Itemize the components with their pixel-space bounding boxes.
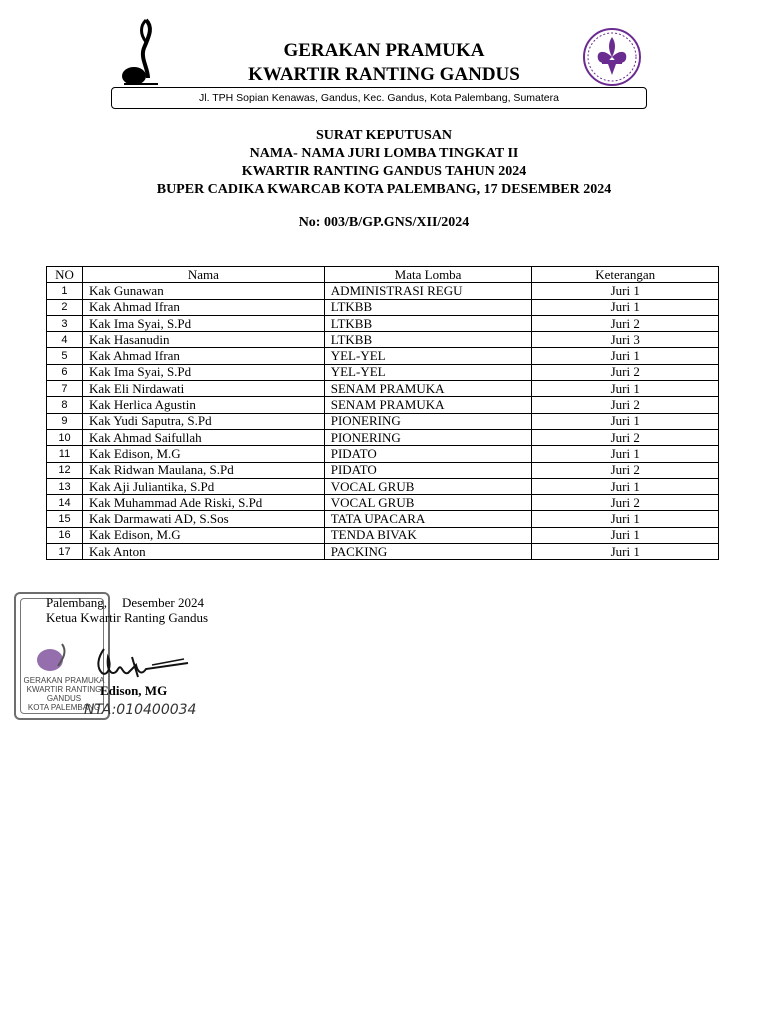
stamp-line-3: GANDUS <box>46 694 82 703</box>
table-row <box>47 544 719 560</box>
table-row <box>47 299 719 315</box>
row-keterangan: Juri 1 <box>532 446 719 462</box>
row-keterangan: Juri 2 <box>532 397 719 413</box>
row-nama: Kak Aji Juliantika, S.Pd <box>82 478 324 494</box>
row-mata-lomba: LTKBB <box>324 299 532 315</box>
row-number: 11 <box>47 446 83 462</box>
row-mata-lomba: VOCAL GRUB <box>324 495 532 511</box>
row-number: 16 <box>47 527 83 543</box>
row-nama: Kak Ima Syai, S.Pd <box>82 315 324 331</box>
row-number: 10 <box>47 429 83 445</box>
row-keterangan: Juri 1 <box>532 544 719 560</box>
row-number: 14 <box>47 495 83 511</box>
row-keterangan: Juri 2 <box>532 315 719 331</box>
row-keterangan: Juri 1 <box>532 283 719 299</box>
row-mata-lomba: YEL-YEL <box>324 364 532 380</box>
doc-title: SURAT KEPUTUSAN <box>315 128 452 143</box>
doc-subtitle-2: KWARTIR RANTING GANDUS TAHUN 2024 <box>241 164 527 179</box>
row-mata-lomba: PIONERING <box>324 413 532 429</box>
col-header-nama: Nama <box>82 267 324 283</box>
signer-name: Edison, MG <box>100 683 168 698</box>
row-number: 12 <box>47 462 83 478</box>
table-row <box>47 527 719 543</box>
stamp-emblem-icon <box>34 640 70 674</box>
table-row <box>47 332 719 348</box>
row-nama: Kak Yudi Saputra, S.Pd <box>82 413 324 429</box>
row-keterangan: Juri 2 <box>532 364 719 380</box>
table-row <box>47 429 719 445</box>
row-number: 3 <box>47 315 83 331</box>
table-row <box>47 364 719 380</box>
row-mata-lomba: ADMINISTRASI REGU <box>324 283 532 299</box>
table-row <box>47 446 719 462</box>
row-keterangan: Juri 1 <box>532 348 719 364</box>
stamp-line-2: KWARTIR RANTING <box>26 685 102 694</box>
stamp-line-1: GERAKAN PRAMUKA <box>23 676 105 685</box>
table-row <box>47 381 719 397</box>
row-number: 7 <box>47 381 83 397</box>
row-number: 13 <box>47 478 83 494</box>
row-mata-lomba: PIDATO <box>324 446 532 462</box>
sign-place: Palembang, <box>46 595 108 610</box>
row-number: 6 <box>47 364 83 380</box>
table-row <box>47 413 719 429</box>
row-number: 5 <box>47 348 83 364</box>
row-mata-lomba: VOCAL GRUB <box>324 478 532 494</box>
doc-number: No: 003/B/GP.GNS/XII/2024 <box>298 215 470 230</box>
row-nama: Kak Eli Nirdawati <box>82 381 324 397</box>
signer-nta: NTA:010400034 <box>84 702 197 718</box>
sign-role: Ketua Kwartir Ranting Gandus <box>46 610 209 625</box>
table-row <box>47 511 719 527</box>
address-text: Jl. TPH Sopian Kenawas, Gandus, Kec. Gandus, Kota Palembang, Sumatera <box>199 92 559 104</box>
doc-subtitle-3: BUPER CADIKA KWARCAB KOTA PALEMBANG, 17 DESEMBER 2024 <box>156 182 612 197</box>
table-row <box>47 348 719 364</box>
table-row <box>47 495 719 511</box>
row-keterangan: Juri 1 <box>532 478 719 494</box>
row-nama: Kak Ahmad Ifran <box>82 348 324 364</box>
row-keterangan: Juri 1 <box>532 511 719 527</box>
row-nama: Kak Herlica Agustin <box>82 397 324 413</box>
row-keterangan: Juri 3 <box>532 332 719 348</box>
row-keterangan: Juri 1 <box>532 299 719 315</box>
row-keterangan: Juri 2 <box>532 495 719 511</box>
stamp-line-4: KOTA PALEMBANG <box>27 703 101 712</box>
table-row <box>47 462 719 478</box>
row-number: 2 <box>47 299 83 315</box>
table-row <box>47 397 719 413</box>
row-keterangan: Juri 2 <box>532 429 719 445</box>
row-number: 1 <box>47 283 83 299</box>
row-nama: Kak Ridwan Maulana, S.Pd <box>82 462 324 478</box>
row-nama: Kak Muhammad Ade Riski, S.Pd <box>82 495 324 511</box>
row-nama: Kak Edison, M.G <box>82 446 324 462</box>
doc-subtitle: NAMA- NAMA JURI LOMBA TINGKAT II <box>249 146 519 161</box>
row-nama: Kak Gunawan <box>82 283 324 299</box>
row-keterangan: Juri 2 <box>532 462 719 478</box>
row-number: 9 <box>47 413 83 429</box>
col-header-no: NO <box>47 267 83 283</box>
row-nama: Kak Anton <box>82 544 324 560</box>
row-mata-lomba: SENAM PRAMUKA <box>324 397 532 413</box>
row-number: 15 <box>47 511 83 527</box>
jury-table <box>46 266 719 560</box>
col-header-keterangan: Keterangan <box>532 267 719 283</box>
row-mata-lomba: LTKBB <box>324 332 532 348</box>
table-row <box>47 283 719 299</box>
row-nama: Kak Darmawati AD, S.Sos <box>82 511 324 527</box>
address-box <box>111 87 647 109</box>
row-number: 17 <box>47 544 83 560</box>
org-name: GERAKAN PRAMUKA <box>283 40 485 61</box>
row-mata-lomba: LTKBB <box>324 315 532 331</box>
row-mata-lomba: SENAM PRAMUKA <box>324 381 532 397</box>
org-unit: KWARTIR RANTING GANDUS <box>248 64 520 85</box>
row-number: 4 <box>47 332 83 348</box>
table-header-row <box>47 267 719 283</box>
row-keterangan: Juri 1 <box>532 527 719 543</box>
row-nama: Kak Edison, M.G <box>82 527 324 543</box>
row-nama: Kak Ima Syai, S.Pd <box>82 364 324 380</box>
row-mata-lomba: TATA UPACARA <box>324 511 532 527</box>
row-mata-lomba: PACKING <box>324 544 532 560</box>
row-nama: Kak Ahmad Saifullah <box>82 429 324 445</box>
row-number: 8 <box>47 397 83 413</box>
col-header-lomba: Mata Lomba <box>324 267 532 283</box>
row-nama: Kak Hasanudin <box>82 332 324 348</box>
row-keterangan: Juri 1 <box>532 413 719 429</box>
row-mata-lomba: PIONERING <box>324 429 532 445</box>
sign-date: Desember 2024 <box>122 595 204 610</box>
row-keterangan: Juri 1 <box>532 381 719 397</box>
table-row <box>47 478 719 494</box>
row-nama: Kak Ahmad Ifran <box>82 299 324 315</box>
row-mata-lomba: YEL-YEL <box>324 348 532 364</box>
row-mata-lomba: TENDA BIVAK <box>324 527 532 543</box>
row-mata-lomba: PIDATO <box>324 462 532 478</box>
table-row <box>47 315 719 331</box>
